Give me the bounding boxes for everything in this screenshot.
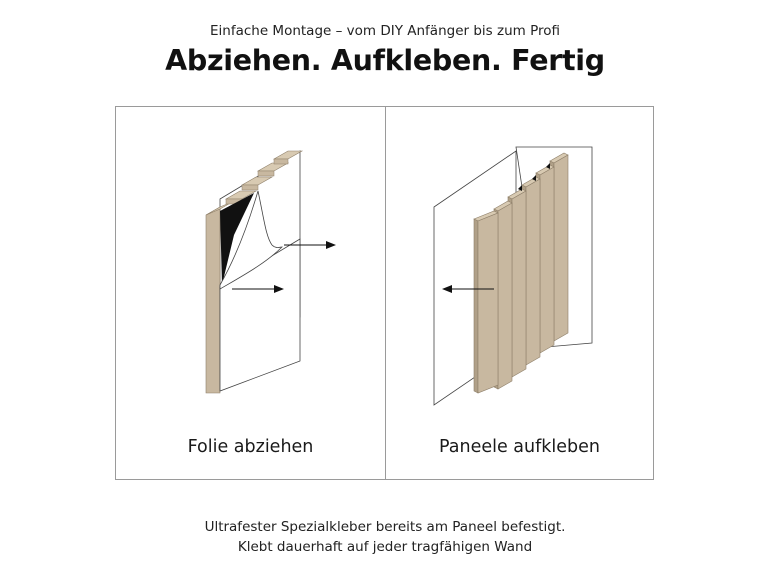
peel-film-illustration [116,107,385,479]
page-title: Abziehen. Aufkleben. Fertig [165,44,605,77]
steps-frame [115,106,654,480]
footer-text [0,517,770,557]
attach-panels-illustration [386,107,653,479]
footer-line-1: Ultrafester Spezialkleber bereits am Paneel befestigt. [204,519,566,535]
step-peel-film [116,107,385,479]
subtitle: Einfache Montage – vom DIY Anfänger bis zum Profi [209,23,561,39]
step-caption-peel: Folie abziehen [187,437,314,457]
footer-line-2: Klebt dauerhaft auf jeder tragfähigen Wand [237,539,533,555]
step-attach-panels [386,107,653,479]
step-caption-attach: Paneele aufkleben [438,437,600,457]
